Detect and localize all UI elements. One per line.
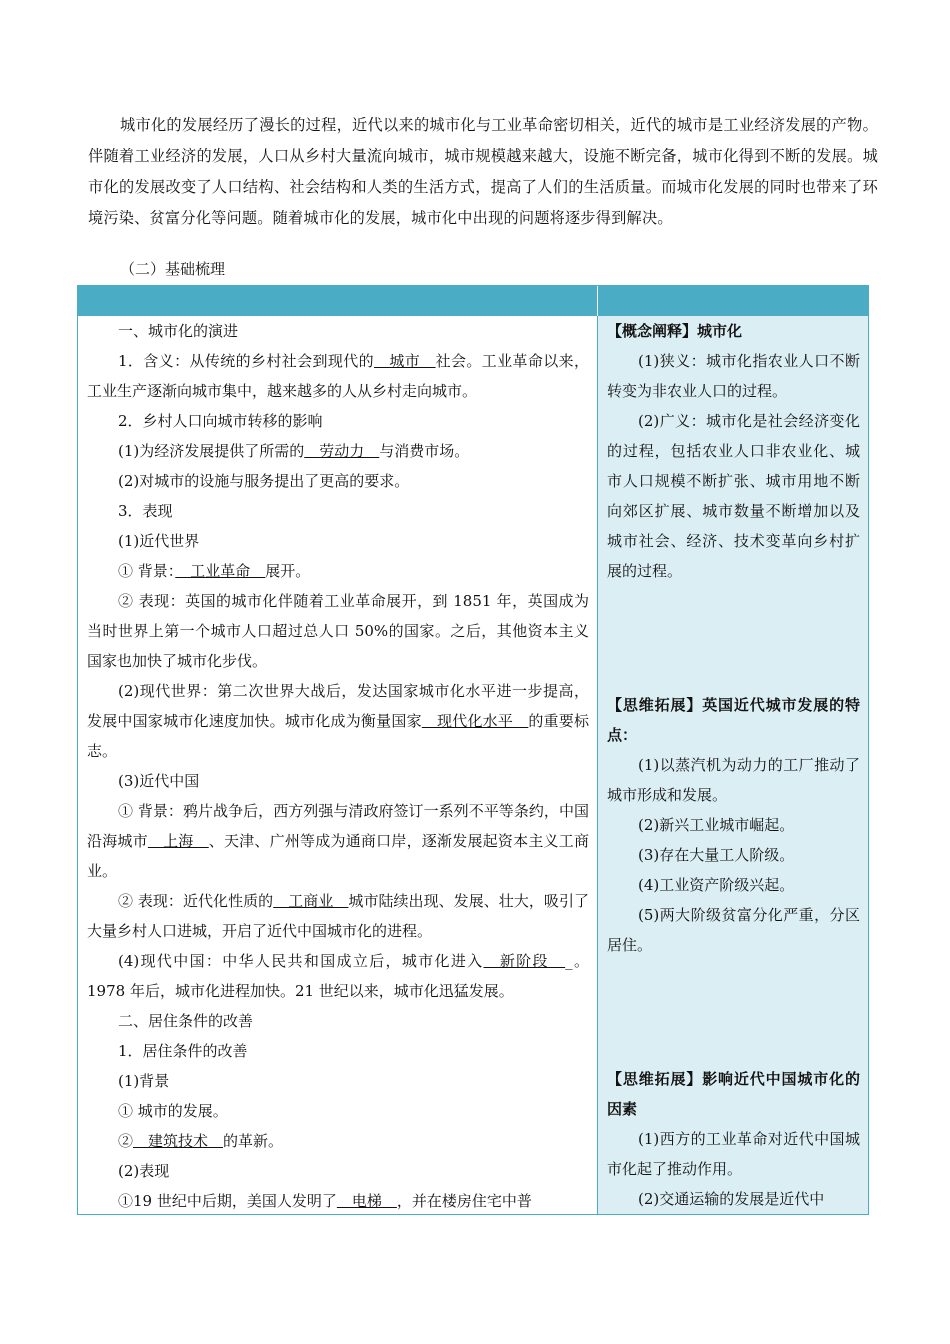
- britain-point-5: (5)两大阶级贫富分化严重，分区居住。: [607, 906, 860, 954]
- item-performance: 3．表现: [118, 502, 173, 520]
- intro-paragraph: 城市化的发展经历了漫长的过程，近代以来的城市化与工业革命密切相关，近代的城市是工业经济发展的产物。伴随着工业经济的发展，人口从乡村大量流向城市，城市规模越来越大，设施不断完备，城市化得到不断的发展。城市化的发展改变了人口结构、社会结构和人类的生活方式，提高了人们的生活质量。而城市化发展的同时也带来了环境污染、贫富分化等问题。随着城市化的发展，城市化中出现的问题将逐步得到解决。: [88, 116, 878, 227]
- blank-answer: 城市: [374, 352, 436, 370]
- item-modern-china: (3)近代中国: [118, 772, 200, 790]
- item-contemporary-world: (2)现代世界：第二次世界大战后，发达国家城市化水平进一步提高，发展中国家城市化速度加快。城市化成为衡量国家 现代化水平 的重要标志。: [87, 682, 589, 760]
- item-facilities: (2)对城市的设施与服务提出了更高的要求。: [118, 472, 410, 490]
- item-china-background: ① 背景：鸦片战争后，西方列强与清政府签订一系列不平等条约，中国沿海城市 上海 、天津、广州等成为通商口岸，逐渐发展起资本主义工商业。: [87, 802, 589, 880]
- side-notes-column: [598, 316, 868, 1214]
- item-britain: ② 表现：英国的城市化伴随着工业革命展开，到 1851 年，英国成为当时世界上第一个城市人口超过总人口 50%的国家。之后，其他资本主义国家也加快了城市化步伐。: [87, 592, 589, 670]
- section-label: （二）基础梳理: [120, 260, 226, 278]
- blank-answer: 建筑技术: [133, 1132, 224, 1150]
- blank-answer: 新阶段: [483, 952, 566, 970]
- blank-answer: 现代化水平: [421, 712, 529, 730]
- concept-narrow: (1)狭义：城市化指农业人口不断转变为非农业人口的过程。: [607, 352, 860, 400]
- intro-text: [88, 110, 878, 234]
- item-china-performance: ② 表现：近代化性质的 工商业 城市陆续出现、发展、壮大，吸引了大量乡村人口进城，开启了近代中国城市化的进程。: [87, 892, 589, 940]
- extension-britain-title: 【思维拓展】英国近代城市发展的特点：: [607, 696, 860, 744]
- item-labor: (1)为经济发展提供了所需的 劳动力 与消费市场。: [118, 442, 470, 460]
- item-housing: 1．居住条件的改善: [118, 1042, 248, 1060]
- britain-point-1: (1)以蒸汽机为动力的工厂推动了城市形成和发展。: [607, 756, 860, 804]
- item-housing-performance: (2)表现: [118, 1162, 170, 1180]
- britain-point-2: (2)新兴工业城市崛起。: [638, 816, 795, 834]
- heading-housing: 二、居住条件的改善: [118, 1012, 254, 1030]
- item-contemporary-china: (4)现代中国：中华人民共和国成立后，城市化进入 新阶段 _。1978 年后，城市化进程加快。21 世纪以来，城市化迅猛发展。: [87, 952, 589, 1000]
- britain-point-4: (4)工业资产阶级兴起。: [638, 876, 795, 894]
- table-header-bar: [78, 286, 868, 316]
- item-definition: 1．含义：从传统的乡村社会到现代的 城市 社会。工业革命以来，工业生产逐渐向城市集中，越来越多的人从乡村走向城市。: [87, 352, 589, 400]
- item-building-tech: ② 建筑技术 的革新。: [118, 1132, 284, 1150]
- main-notes-column: [78, 316, 598, 1214]
- blank-answer: 上海: [147, 832, 209, 850]
- china-factor-1: (1)西方的工业革命对近代中国城市化起了推动作用。: [607, 1130, 860, 1178]
- item-city-development: ① 城市的发展。: [118, 1102, 228, 1120]
- blank-answer: 劳动力: [304, 442, 380, 460]
- item-migration-impact: 2．乡村人口向城市转移的影响: [118, 412, 323, 430]
- concept-broad: (2)广义：城市化是社会经济变化的过程，包括农业人口非农业化、城市人口规模不断扩张、城市用地不断向郊区扩展、城市数量不断增加以及城市社会、经济、技术变革向乡村扩展的过程。: [607, 412, 860, 580]
- concept-title: 【概念阐释】城市化: [607, 322, 743, 340]
- china-factor-2: (2)交通运输的发展是近代中: [638, 1190, 825, 1208]
- item-housing-background: (1)背景: [118, 1072, 170, 1090]
- content-table: [77, 285, 869, 1215]
- item-modern-world: (1)近代世界: [118, 532, 200, 550]
- extension-china-title: 【思维拓展】影响近代中国城市化的因素: [607, 1070, 860, 1118]
- britain-point-3: (3)存在大量工人阶级。: [638, 846, 795, 864]
- item-elevator: ①19 世纪中后期，美国人发明了 电梯 ，并在楼房住宅中普: [118, 1192, 532, 1210]
- blank-answer: 电梯: [336, 1192, 397, 1210]
- blank-answer: 工业革命: [175, 562, 266, 580]
- blank-answer: 工商业: [273, 892, 349, 910]
- item-background: ① 背景： 工业革命 展开。: [118, 562, 311, 580]
- heading-urbanization: 一、城市化的演进: [118, 322, 239, 340]
